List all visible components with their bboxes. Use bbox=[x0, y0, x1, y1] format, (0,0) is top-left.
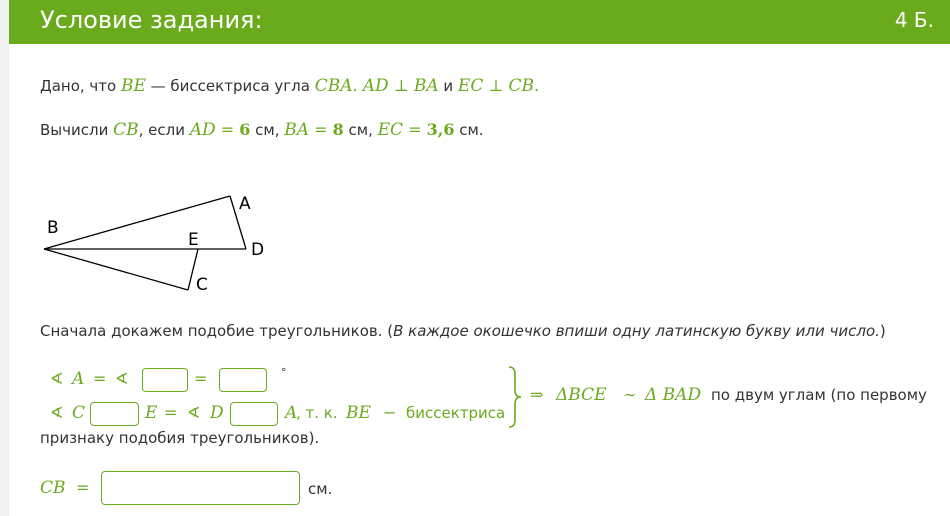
conclusion-triangle-2: Δ BAD bbox=[645, 385, 702, 405]
task-line bbox=[40, 120, 484, 140]
given-text-1: Дано, что bbox=[40, 77, 121, 95]
line1-degree-sign: ° bbox=[281, 366, 287, 379]
given-line bbox=[40, 76, 539, 96]
geometry-figure bbox=[38, 188, 278, 302]
label-a: A bbox=[239, 194, 251, 214]
conclusion-similar: ∼ bbox=[623, 385, 637, 404]
label-d: D bbox=[251, 240, 265, 260]
instruction-text: Сначала докажем подобие треугольников. ( bbox=[40, 322, 394, 340]
line2-vertex-input[interactable] bbox=[90, 402, 139, 426]
given-text-5: . bbox=[534, 76, 540, 95]
answer-eq: = bbox=[76, 478, 90, 497]
line1-degree-input[interactable] bbox=[219, 368, 267, 392]
line2-angle-symbol: ∢ bbox=[50, 403, 64, 422]
line-b-a bbox=[44, 196, 230, 249]
line1-a: A bbox=[72, 369, 85, 389]
label-e: E bbox=[188, 230, 199, 250]
conclusion-text-2: признаку подобия треугольников). bbox=[40, 429, 320, 447]
line2-c: C bbox=[72, 403, 86, 423]
line2-d: D bbox=[210, 403, 224, 423]
given-ad: AD bbox=[362, 76, 389, 96]
header-title: Условие задания: bbox=[40, 6, 263, 34]
given-ba: BA bbox=[413, 76, 439, 96]
task-unit-3: см. bbox=[454, 121, 484, 139]
given-text-2: — биссектриса угла bbox=[145, 77, 315, 95]
conclusion-triangle-1: ΔBCE bbox=[556, 385, 607, 405]
line2-be: BE bbox=[346, 403, 371, 423]
given-perp-2: ⊥ bbox=[483, 76, 509, 95]
line2-a: A bbox=[285, 403, 298, 423]
task-eq-3: = bbox=[403, 120, 427, 139]
line2-dash: − bbox=[383, 403, 397, 422]
task-cb: CB bbox=[113, 120, 139, 140]
given-text-3: . bbox=[352, 76, 363, 95]
instruction-close: ) bbox=[879, 322, 886, 340]
line1-angle-symbol: ∢ bbox=[50, 369, 64, 388]
task-unit-2: см, bbox=[343, 121, 378, 139]
given-be: BE bbox=[120, 76, 146, 96]
conclusion-arrow: ⇒ bbox=[530, 385, 544, 404]
label-b: B bbox=[47, 218, 59, 238]
line2-eq: = bbox=[164, 403, 178, 422]
line1-eq: = bbox=[93, 369, 107, 388]
given-ec: EC bbox=[457, 76, 484, 96]
answer-unit: см. bbox=[308, 480, 333, 498]
line-b-c bbox=[44, 249, 188, 290]
given-text-4: и bbox=[438, 77, 458, 95]
line2-e: E bbox=[145, 403, 158, 423]
task-eq-2: = bbox=[309, 120, 333, 139]
line1-angle-symbol-2: ∢ bbox=[115, 369, 129, 388]
task-value-ba: 8 bbox=[332, 120, 344, 139]
task-header bbox=[9, 0, 950, 44]
answer-cb: CB bbox=[40, 478, 66, 498]
task-value-ad: 6 bbox=[239, 120, 251, 139]
line1-angle-input[interactable] bbox=[142, 368, 188, 392]
left-strip bbox=[0, 0, 9, 516]
given-cba: CBA bbox=[314, 76, 353, 96]
conclusion-text: по двум углам (по первому bbox=[711, 386, 927, 404]
task-ad: AD bbox=[189, 120, 216, 140]
line1-eq-2: = bbox=[194, 369, 208, 388]
task-ec: EC bbox=[377, 120, 404, 140]
given-perp-1: ⊥ bbox=[388, 76, 414, 95]
header-points: 4 Б. bbox=[894, 8, 934, 32]
line2-vertex-input-2[interactable] bbox=[230, 402, 278, 426]
task-unit-1: см, bbox=[250, 121, 285, 139]
task-ba: BA bbox=[284, 120, 310, 140]
line2-angle-symbol-2: ∢ bbox=[187, 403, 201, 422]
system-brace bbox=[507, 366, 523, 428]
instruction-italic: В каждое окошечко впиши одну латинскую букву или число. bbox=[393, 322, 880, 340]
task-eq-1: = bbox=[215, 120, 240, 139]
label-c: C bbox=[196, 275, 208, 295]
given-cb: CB bbox=[508, 76, 535, 96]
instruction-line bbox=[40, 321, 886, 341]
task-value-ec: 3,6 bbox=[426, 120, 455, 139]
task-text-2: , если bbox=[138, 121, 190, 139]
answer-input[interactable] bbox=[101, 471, 300, 505]
line2-bisector-word: биссектриса bbox=[406, 404, 506, 422]
line2-tk: , т. к. bbox=[296, 404, 338, 422]
task-text-1: Вычисли bbox=[40, 121, 114, 139]
